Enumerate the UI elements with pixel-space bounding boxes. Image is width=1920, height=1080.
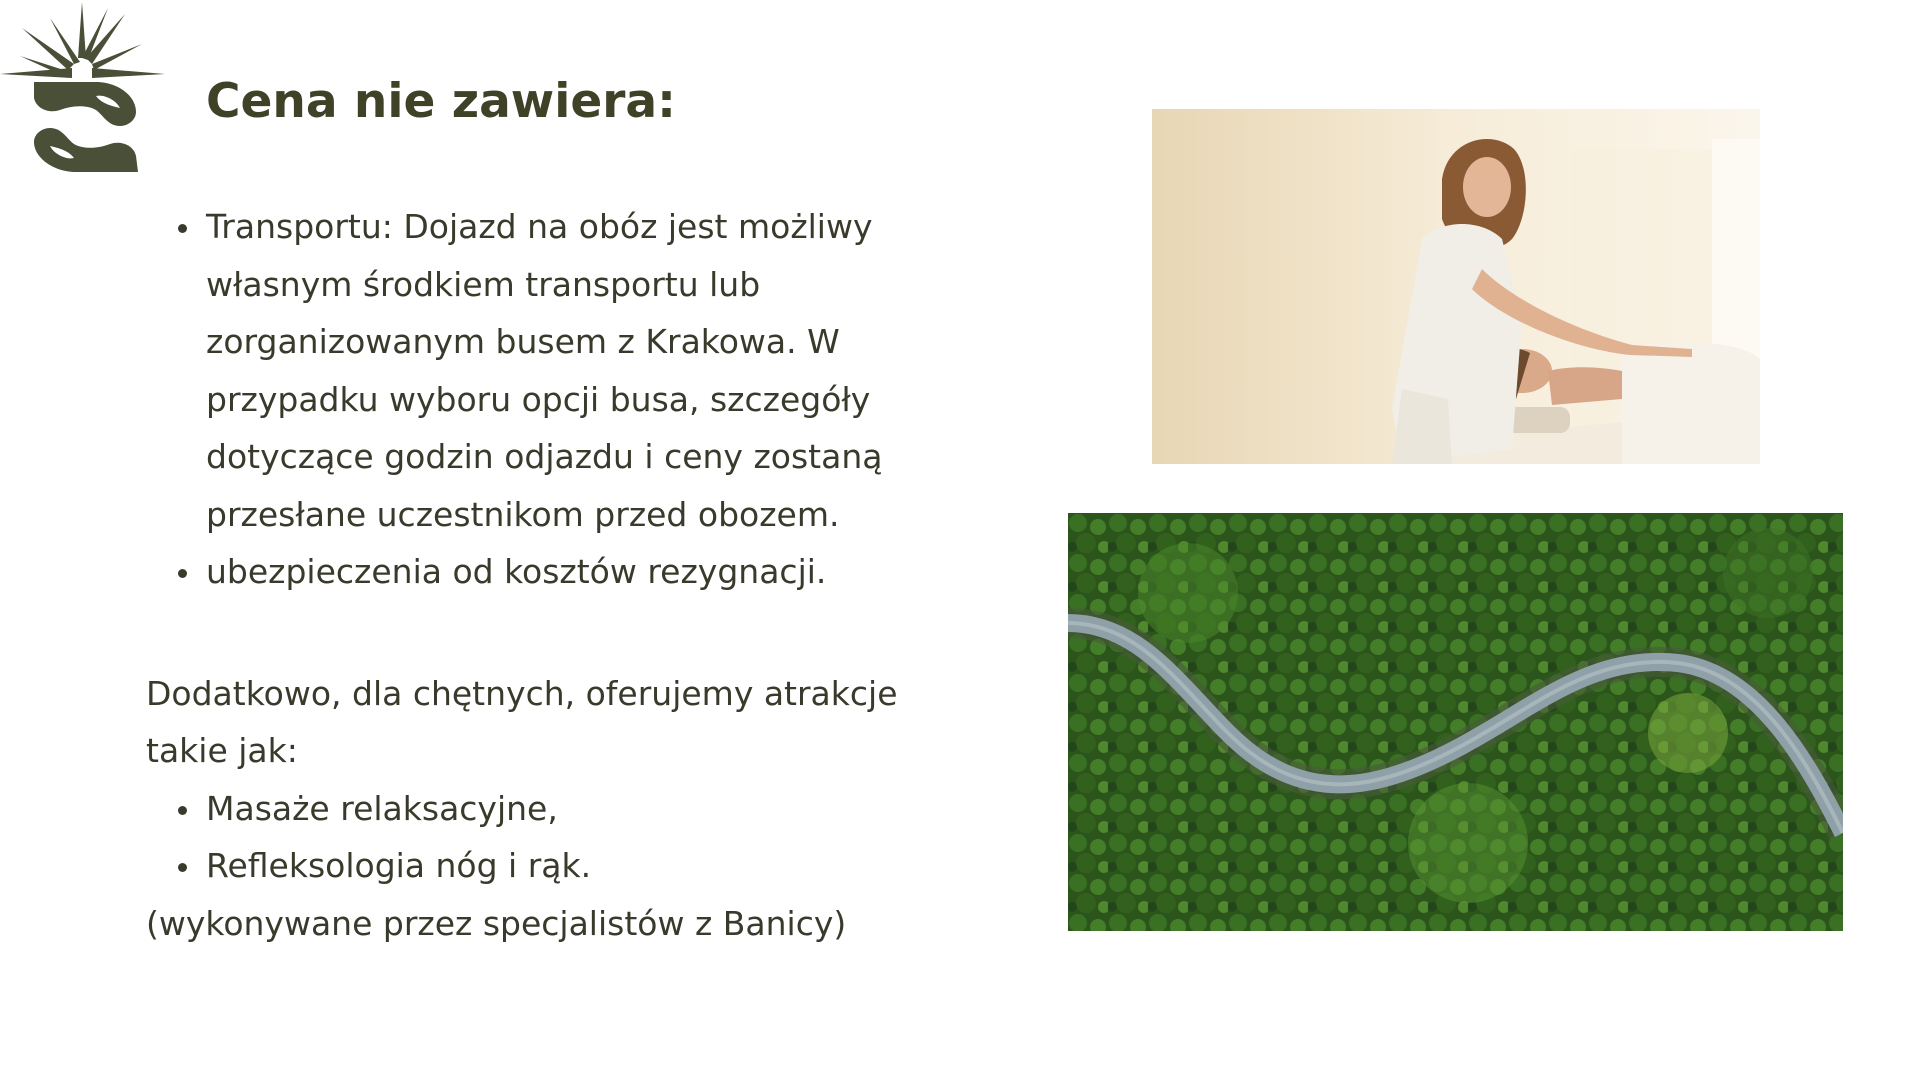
forest-road-photo bbox=[1068, 513, 1843, 931]
list-item: Masaże relaksacyjne, bbox=[206, 780, 926, 838]
list-item: Refleksologia nóg i rąk. bbox=[206, 837, 926, 895]
extras-intro: Dodatkowo, dla chętnych, oferujemy atrakcje takie jak: bbox=[146, 673, 898, 770]
extras-list bbox=[146, 780, 926, 895]
excluded-list bbox=[146, 198, 926, 601]
sun-hands-logo-icon bbox=[0, 0, 170, 175]
extras-note: (wykonywane przez specjalistów z Banicy) bbox=[146, 903, 847, 943]
massage-photo bbox=[1152, 109, 1760, 464]
page-title: Cena nie zawiera: bbox=[206, 74, 676, 129]
content-text-block bbox=[146, 198, 926, 952]
list-item: Transportu: Dojazd na obóz jest możliwy własnym środkiem transportu lub zorganizowanym busem z Krakowa. W przypadku wyboru opcji busa, szczegóły dotyczące godzin odjazdu i ceny zostaną przesłane uczestnikom przed obozem. bbox=[206, 198, 926, 543]
list-item: ubezpieczenia od kosztów rezygnacji. bbox=[206, 543, 926, 601]
